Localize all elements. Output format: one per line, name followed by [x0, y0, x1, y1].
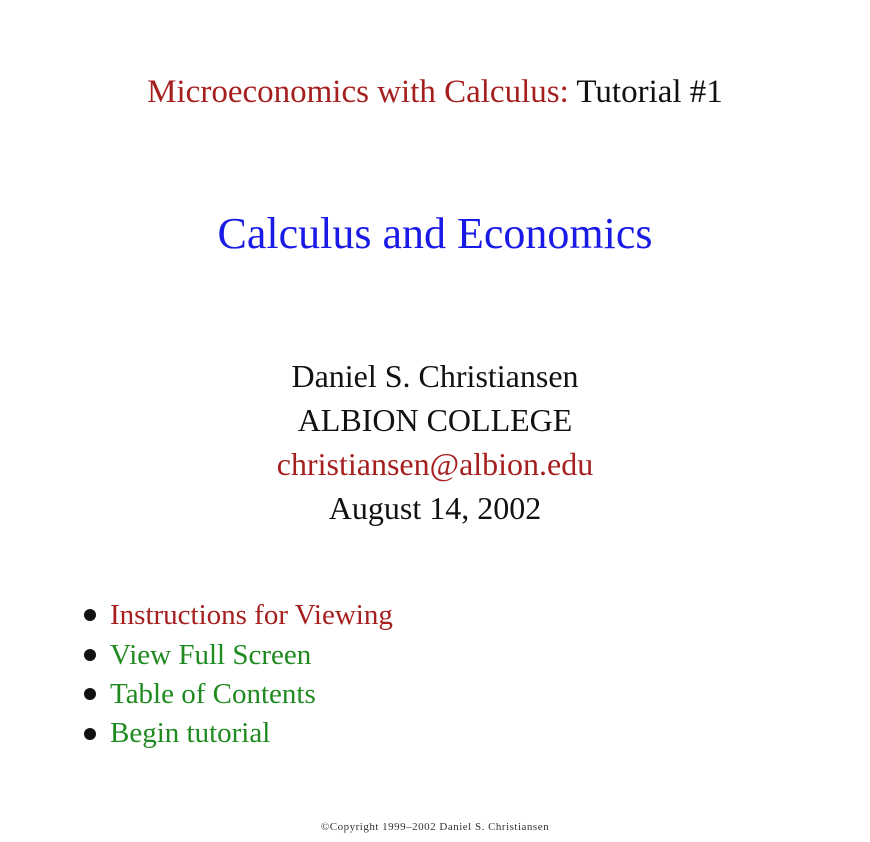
navigation-menu: [80, 594, 393, 753]
bullet-icon: [84, 609, 96, 621]
menu-item-begin[interactable]: [80, 714, 393, 753]
author-email-link[interactable]: christiansen@albion.edu: [276, 446, 594, 482]
author-block: [0, 354, 870, 530]
author-name: Daniel S. Christiansen: [291, 358, 579, 394]
bullet-icon: [84, 649, 96, 661]
copyright-notice: ©Copyright 1999–2002 Daniel S. Christiansen: [320, 821, 550, 833]
document-title: Calculus and Economics: [217, 209, 653, 258]
instructions-link[interactable]: Instructions for Viewing: [110, 598, 393, 631]
course-header: [0, 72, 870, 112]
course-title: Microeconomics with Calculus:: [147, 74, 569, 110]
full-screen-link[interactable]: View Full Screen: [110, 638, 312, 671]
menu-item-full-screen[interactable]: [80, 636, 393, 674]
author-institution: ALBION COLLEGE: [297, 402, 573, 438]
bullet-icon: [84, 688, 96, 700]
document-date: August 14, 2002: [328, 490, 542, 526]
menu-item-instructions[interactable]: [80, 594, 393, 636]
begin-tutorial-link[interactable]: Begin tutorial: [110, 717, 271, 749]
tutorial-number: Tutorial #1: [576, 74, 723, 110]
menu-item-contents[interactable]: [80, 674, 393, 714]
contents-link[interactable]: Table of Contents: [110, 677, 316, 710]
bullet-icon: [84, 728, 96, 740]
